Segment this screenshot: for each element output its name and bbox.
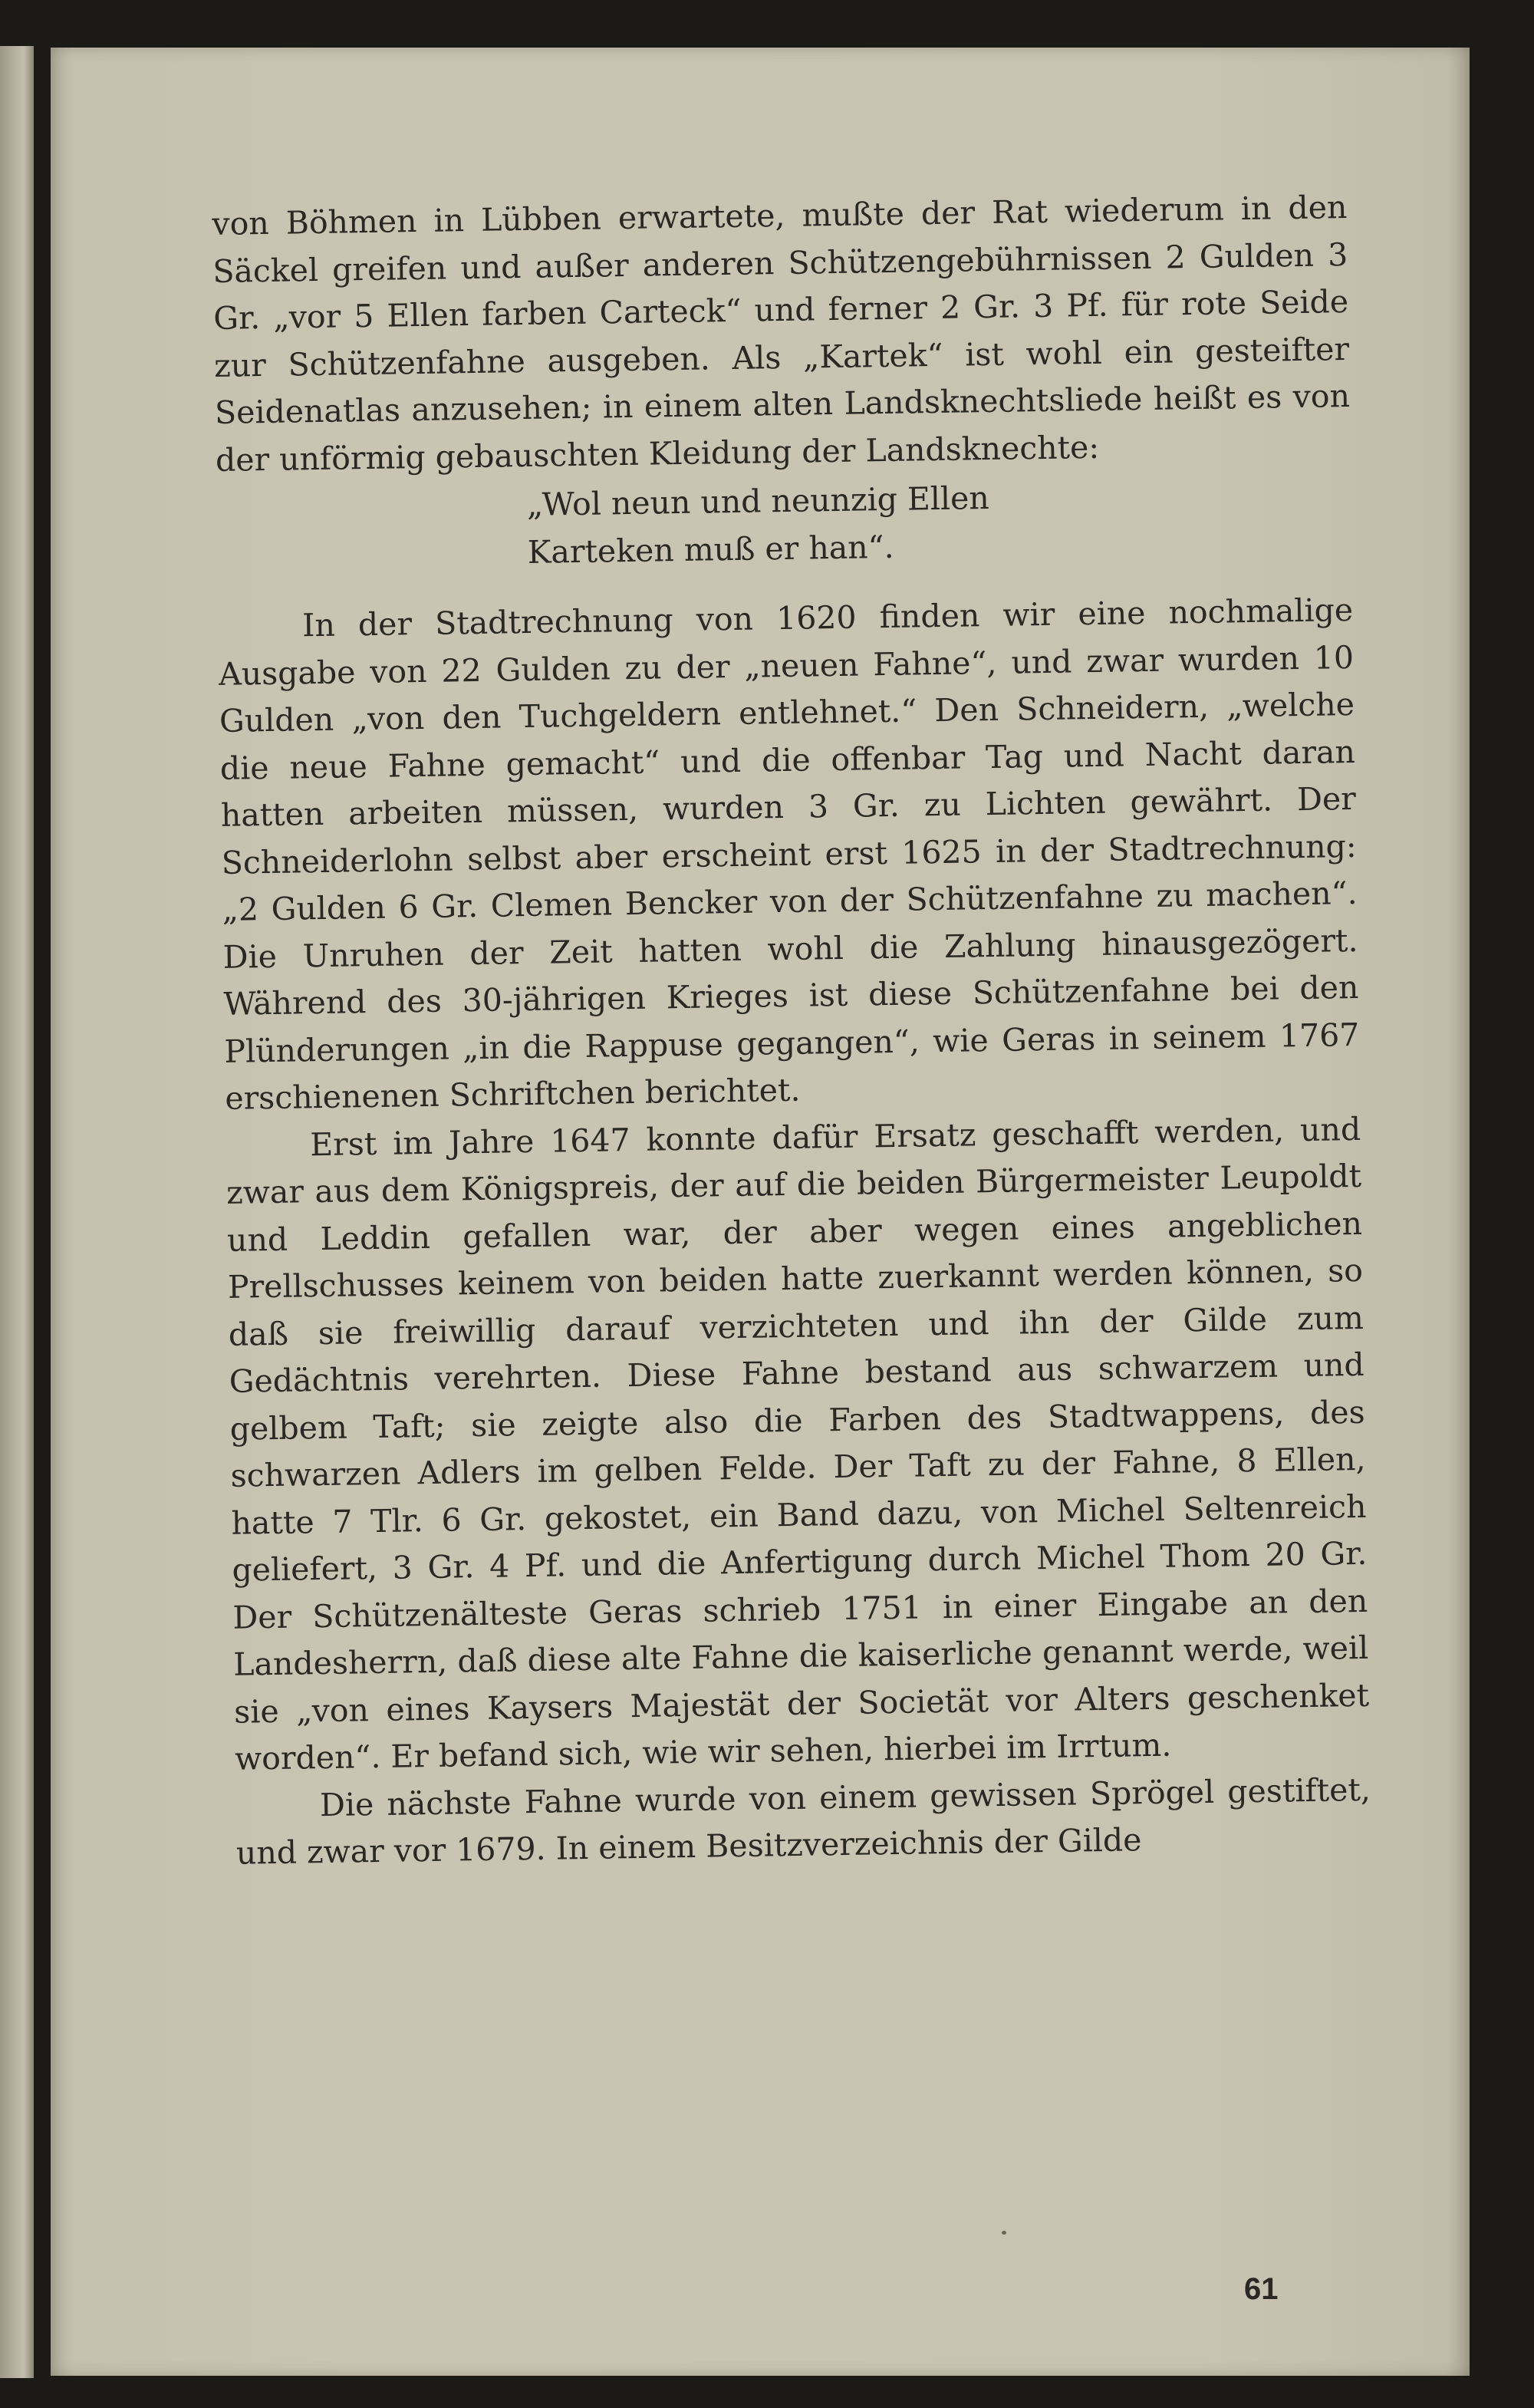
verse-quote [216,469,1353,581]
paragraph-3: Erst im Jahre 1647 konnte dafür Ersatz geschafft werden, und zwar aus dem Königspreis, der auf die beiden Bürgermeister Leupoldt und Leddin gefallen war, der aber wegen eines angeblichen Prellschusses keinem von beiden hatte zuerkannt werden können, so daß sie freiwillig darauf verzichteten und ihn der Gilde zum Gedächtnis verehrten. Diese Fahne bestand aus schwarzem und gelbem Taft; sie zeigte also die Farben des Stadtwappens, des schwarzen Adlers im gelben Felde. Der Taft zu der Fahne, 8 Ellen, hatte 7 Tlr. 6 Gr. gekostet, ein Band dazu, von Michel Seltenreich geliefert, 3 Gr. 4 Pf. und die Anfertigung durch Michel Thom 20 Gr. Der Schützenälteste Geras schrieb 1751 in einer Eingabe an den Landesherrn, daß diese alte Fahne die kaiserliche genannt werde, weil sie „von eines Kaysers Majestät der Societät vor Alters geschenket worden“. Er befand sich, wie wir sehen, hierbei im Irrtum. [225,1110,1370,1777]
ink-speck [1002,2231,1006,2235]
book-page [51,48,1470,2376]
paragraph-1: von Böhmen in Lübben erwartete, mußte der Rat wiederum in den Säckel greifen und außer anderen Schützengebührnissen 2 Gulden 3 Gr. „vor 5 Ellen farben Carteck“ und ferner 2 Gr. 3 Pf. für rote Seide zur Schützenfahne ausgeben. Als „Kartek“ ist wohl ein gesteifter Seidenatlas anzusehen; in einem alten Landsknechtsliede heißt es von der unförmig gebauschten Kleidung der Landsknechte: [212,189,1351,479]
page-number: 61 [1244,2272,1279,2306]
paragraph-2: In der Stadtrechnung von 1620 finden wir eine nochmalige Ausgabe von 22 Gulden zu der „neuen Fahne“, und zwar wurden 10 Gulden „von den Tuchgeldern entlehnet.“ Den Schneidern, „welche die neue Fahne gemacht“ und die offenbar Tag und Nacht daran hatten arbeiten müssen, wurden 3 Gr. zu Lichten gewährt. Der Schneiderlohn selbst aber erscheint erst 1625 in der Stadtrechnung: „2 Gulden 6 Gr. Clemen Bencker von der Schützenfahne zu machen“. Die Unruhen der Zeit hatten wohl die Zahlung hinausgezögert. Während des 30-jährigen Krieges ist diese Schützenfahne bei den Plünderungen „in die Rappuse gegangen“, wie Geras in seinem 1767 erschienenen Schriftchen berichtet. [218,591,1360,1117]
page-body [212,184,1371,1877]
paragraph-4: Die nächste Fahne wurde von einem gewissen Sprögel gestiftet, und zwar vor 1679. In einem Besitzverzeichnis der Gilde [235,1771,1371,1872]
verse-line-2: Karteken muß er han“. [527,528,894,571]
facing-page-edge [0,46,34,2378]
verse-line-1: „Wol neun und neunzig Ellen [526,479,990,523]
